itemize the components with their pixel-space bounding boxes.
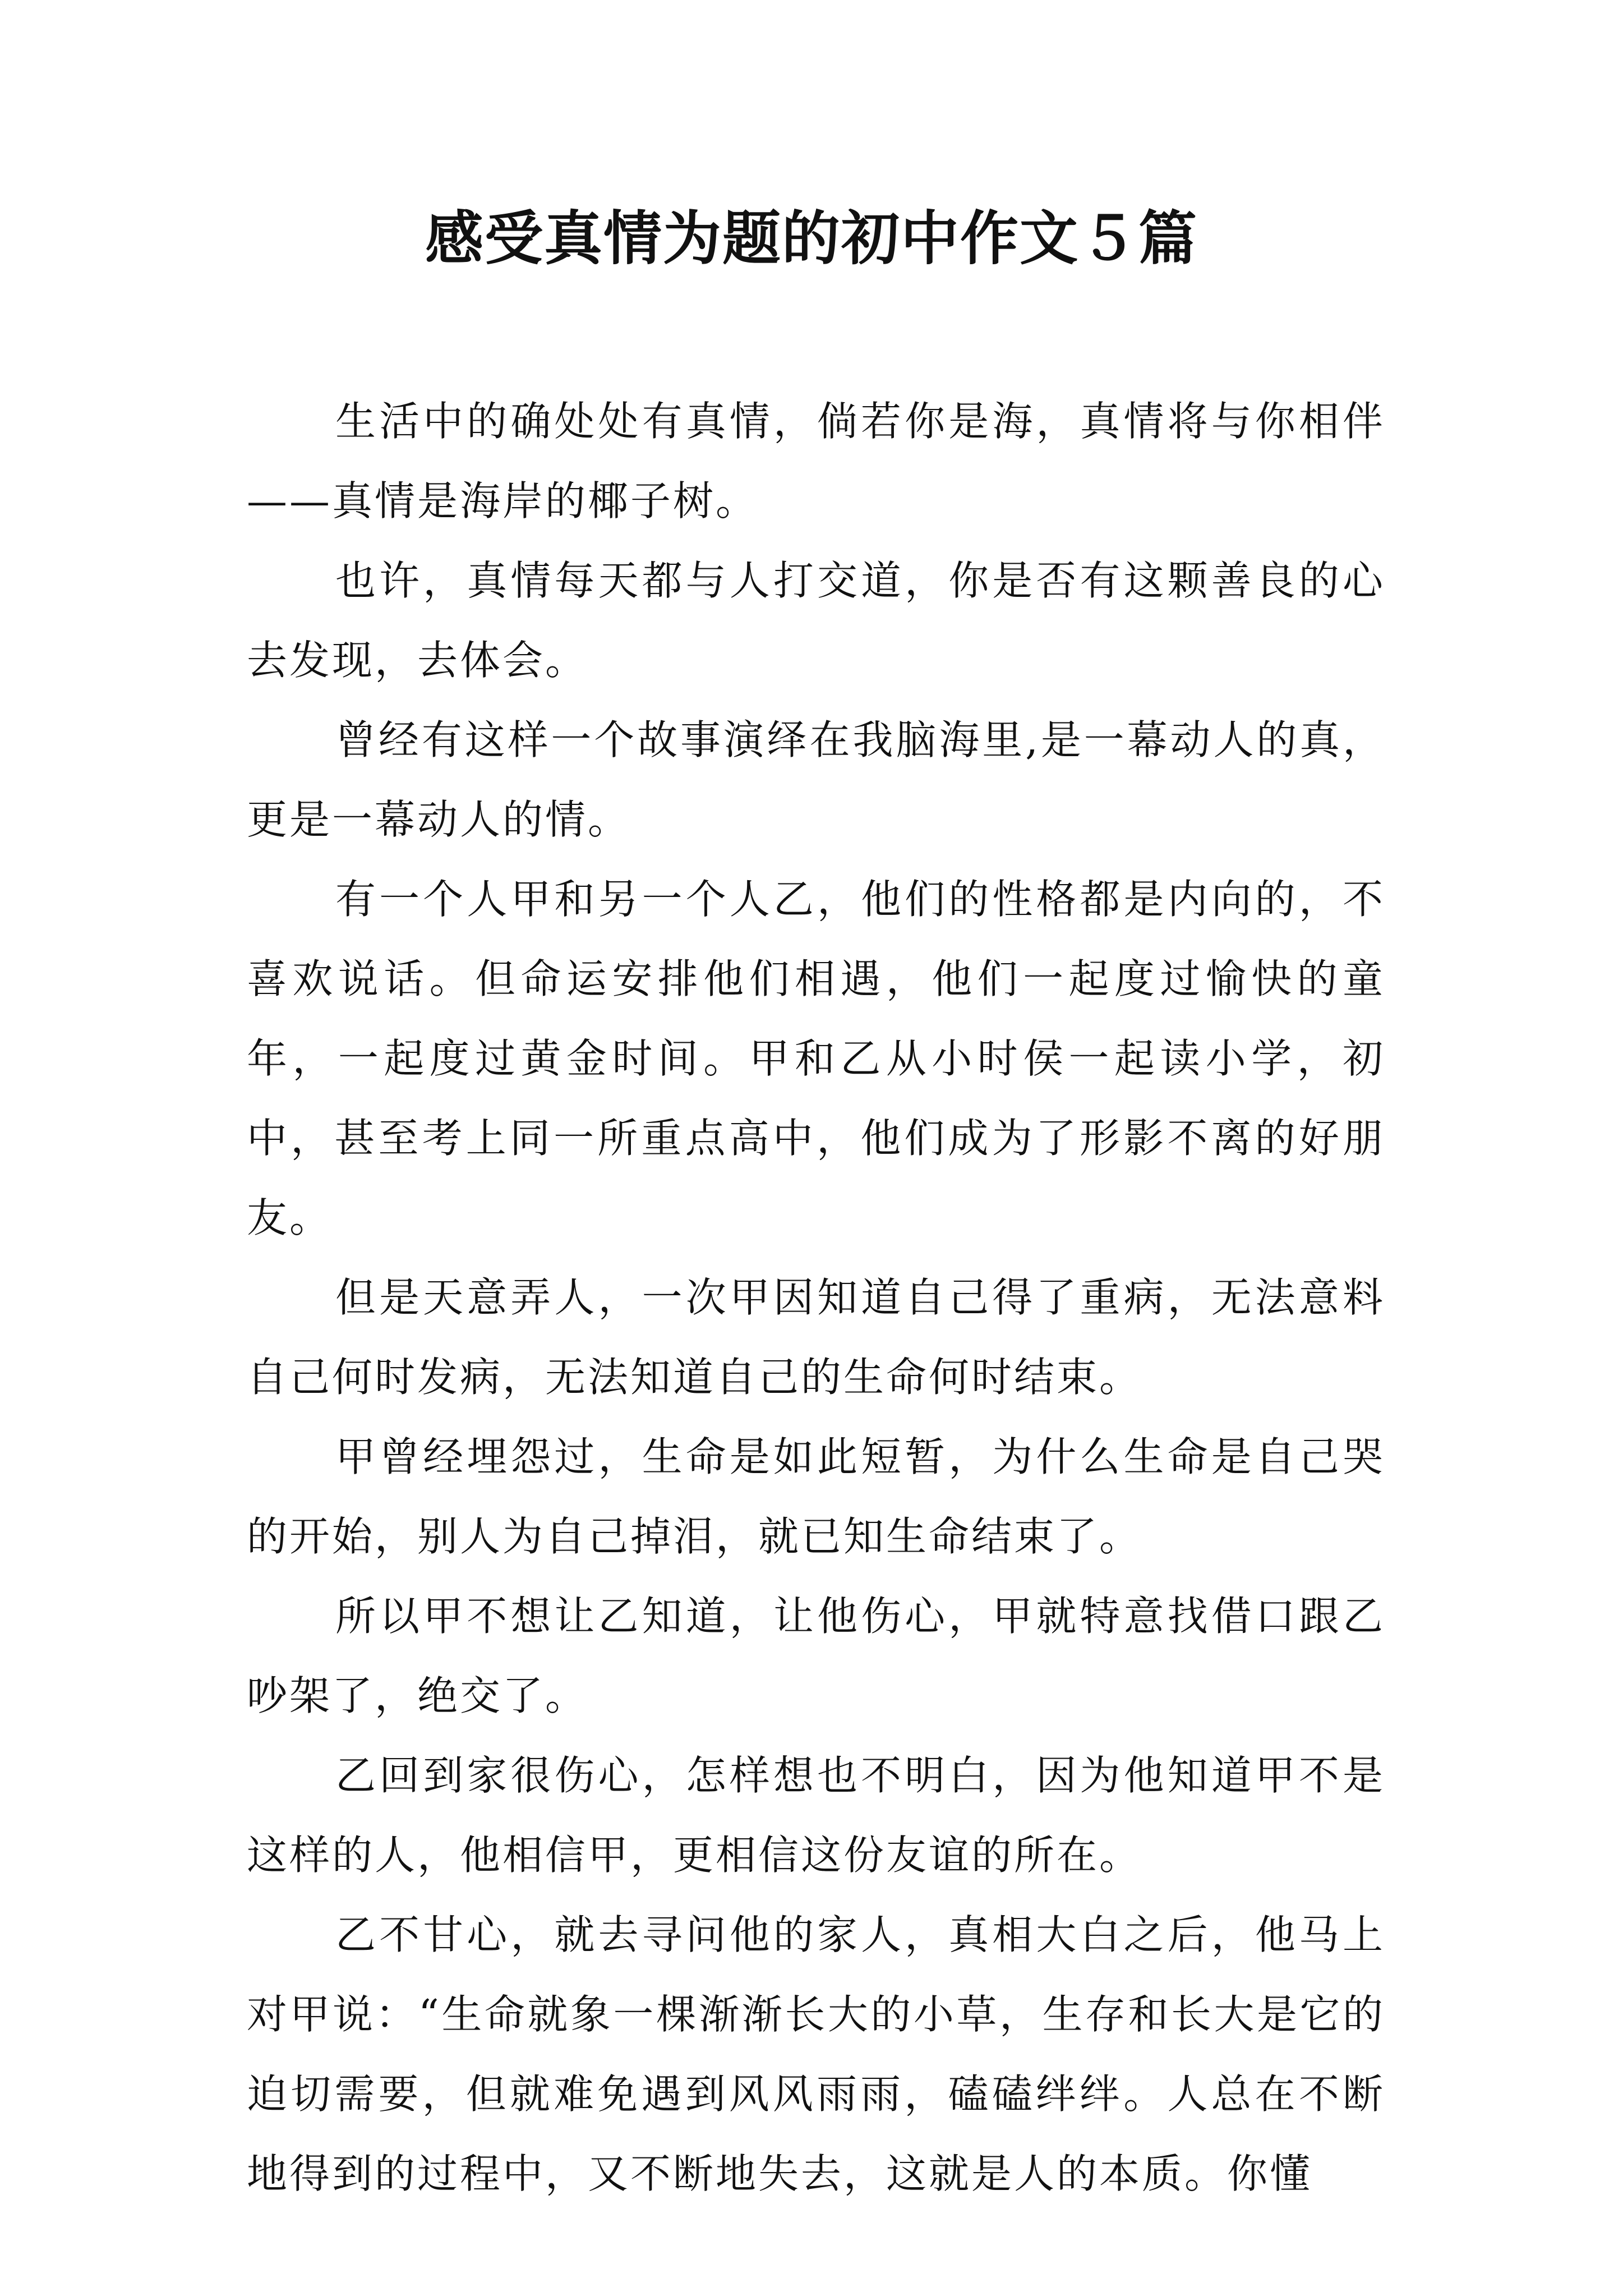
paragraph: 有一个人甲和另一个人乙，他们的性格都是内向的，不喜欢说话。但命运安排他们相遇，他们一起度过愉快的童年，一起度过黄金时间。甲和乙从小时侯一起读小学，初中，甚至考上同一所重点高中，他们成为了形影不离的好朋友。 [247,876,1385,1241]
paragraph: 乙不甘心，就去寻问他的家人，真相大白之后，他马上对甲说：“生命就象一棵渐渐长大的小草，生存和长大是它的迫切需要，但就难免遇到风风雨雨，磕磕绊绊。人总在不断地得到的过程中，又不断地失去，这就是人的本质。你懂 [247,1911,1385,2197]
paragraph: 生活中的确处处有真情，倘若你是海，真情将与你相伴——真情是海岸的椰子树。 [247,398,1385,524]
paragraph: 乙回到家很伤心，怎样想也不明白，因为他知道甲不是这样的人，他相信甲，更相信这份友谊的所在。 [247,1752,1385,1879]
document-body [247,381,1385,2214]
paragraph: 但是天意弄人，一次甲因知道自己得了重病，无法意料自己何时发病，无法知道自己的生命何时结束。 [247,1274,1385,1401]
document-title: 感受真情为题的初中作文５篇 [425,204,1198,273]
paragraph: 甲曾经埋怨过，生命是如此短暂，为什么生命是自己哭的开始，别人为自己掉泪，就已知生命结束了。 [247,1433,1385,1560]
paragraph: 所以甲不想让乙知道，让他伤心，甲就特意找借口跟乙吵架了，绝交了。 [247,1593,1385,1719]
paragraph: 曾经有这样一个故事演绎在我脑海里,是一幕动人的真，更是一幕动人的情。 [247,716,1385,843]
paragraph: 也许，真情每天都与人打交道，你是否有这颗善良的心去发现，去体会。 [247,557,1385,684]
